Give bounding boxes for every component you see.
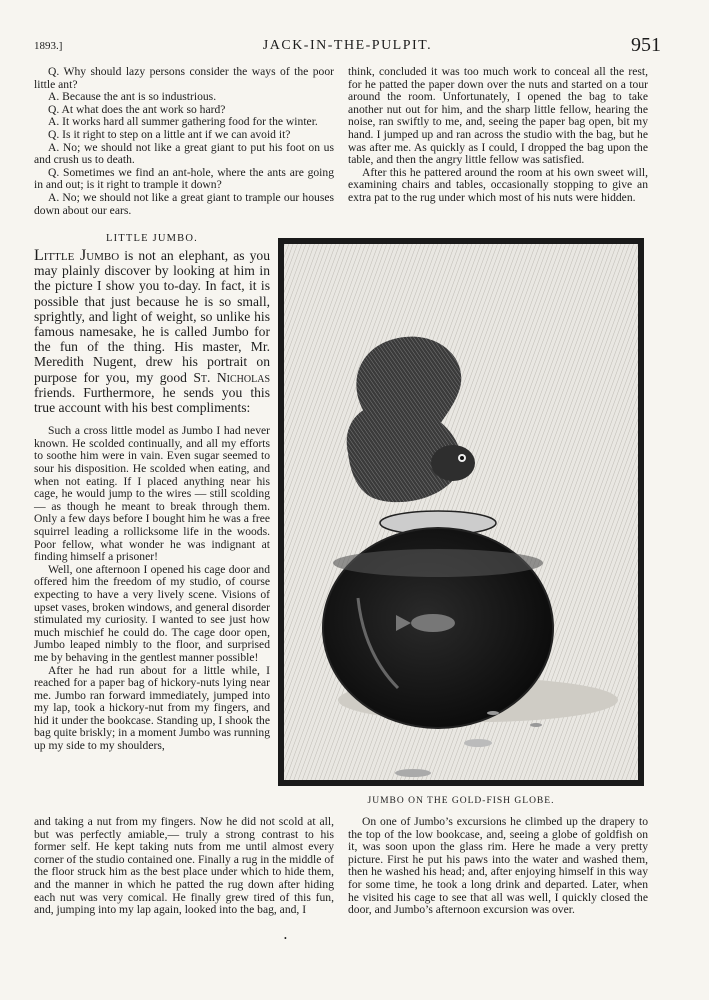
qa-line: Q. Why should lazy persons consider the ways of the poor little ant? xyxy=(34,65,334,91)
section-title: LITTLE JUMBO. xyxy=(105,233,198,244)
right-column-top xyxy=(348,66,648,205)
bottom-left-text xyxy=(34,816,334,917)
qa-column xyxy=(34,66,334,217)
qa-line: A. No; we should not like a great giant to trample our houses down about our ears. xyxy=(34,190,334,217)
qa-line: A. Because the ant is so industrious. xyxy=(48,90,217,104)
figure-caption: JUMBO ON THE GOLD-FISH GLOBE. xyxy=(367,796,555,806)
intro-text-end: friends. Furthermore, he sends you this true account with his best compliments: xyxy=(34,384,270,416)
intro-lead: Little Jumbo xyxy=(34,247,120,264)
qa-line: Q. At what does the ant work so hard? xyxy=(48,102,226,116)
qa-line: A. No; we should not like a great giant to put his foot on us and crush us to death. xyxy=(34,140,334,167)
magazine-name: St. Nicholas xyxy=(193,369,271,385)
running-header xyxy=(34,36,661,58)
qa-line: Q. Sometimes we find an ant-hole, where the ants are going in and out; is it right to trample it down? xyxy=(34,165,334,192)
paragraph: and taking a nut from my fingers. Now he did not scold at all, but was perfectly amiable,— truly a strong contrast to his former self. He kept taking nuts from me until almost every corner of the studio contained one. Finally a rug in the middle of the floor struck him as the best place under which to hide them, and the manner in which he patted the rug down after hiding each nut was very comical. He finally grew tired of this fun, and, jumping into my lap again, looked into the bag, and, I xyxy=(34,815,334,917)
qa-line: Q. Is it right to step on a little ant if we can avoid it? xyxy=(48,127,291,141)
paragraph: After he had run about for a little while, I reached for a paper bag of hickory-nuts lying near me. Jumbo ran forward immediately, jumped into my lap, took a hickory-nut from my fingers, and hid it under the bookcase. Standing up, I shook the bag quite briskly; in a moment Jumbo was running up my side to my shoulders, xyxy=(34,663,270,753)
header-title: JACK-IN-THE-PULPIT. xyxy=(262,38,433,53)
intro-text: is not an elephant, as you may plainly discover by looking at him in the picture I show you to-day. In fact, it is possible that just because he is so small, sprightly, and light of weight, so unlike his famous namesake, he is called Jumbo for the fun of the thing. His master, Mr. Meredith Nugent, drew his portrait on purpose for you, my good xyxy=(34,248,270,385)
bottom-right-text xyxy=(348,816,648,917)
qa-line: A. It works hard all summer gathering food for the winter. xyxy=(48,115,318,129)
paragraph: After this he pattered around the room at his own sweet will, examining chairs and tables, occasionally stopping to give an extra pat to the rug under which most of his nuts were hidden. xyxy=(348,165,648,204)
article-column xyxy=(34,248,270,753)
paragraph: think, concluded it was too much work to conceal all the rest, for he patted the paper down over the nuts and started on a tour around the room. Unfortunately, I opened the bag to take another nut out for him, and the sharp little fellow, hearing the noise, ran swiftly to me, and, seeing the paper bag open, bit my hand. I jumped up and ran across the studio with the bag, but he was after me. As quickly as I could, I dropped the bag upon the table, and then the angry little fellow was satisfied. xyxy=(348,65,648,167)
intro-paragraph xyxy=(34,248,270,415)
footer-mark: • xyxy=(284,934,287,943)
page-number: 951 xyxy=(631,34,661,56)
paragraph: Well, one afternoon I opened his cage door and offered him the freedom of my studio, of course expecting to have a very lively scene. Visions of upset vases, broken windows, and general disorder stimulated my curiosity. I wanted to see just how much mischief he could do. The cage door open, Jumbo leaped nimbly to the floor, and surprised me by behaving in the gentlest manner possible! xyxy=(34,562,270,664)
paragraph: On one of Jumbo’s excursions he climbed up the drapery to the top of the low bookcase, and, seeing a globe of goldfish on it, was soon upon the glass rim. Here he made a very pretty picture. First he put his paws into the water and washed them, then he washed his head; and, after enjoying himself in this way for some time, he took a long drink and departed. Later, when he visited his cage to see that all was well, I quickly closed the door, and Jumbo’s afternoon excursion was over. xyxy=(348,815,648,917)
header-date: 1893.] xyxy=(34,40,63,52)
paragraph: Such a cross little model as Jumbo I had never known. He scolded continually, and all my efforts to soothe him were in vain. Even sugar seemed to sour his disposition. He scolded when eating, and when not eating. If I placed anything near his cage, he would jump to the wires — still scolding — as though he meant to break through them. Only a few days before I bought him he was a free squirrel leading a rollicksome life in the woods. Poor fellow, what wonder he was indignant at finding himself a prisoner! xyxy=(34,424,270,564)
squirrel-illustration xyxy=(278,238,644,786)
